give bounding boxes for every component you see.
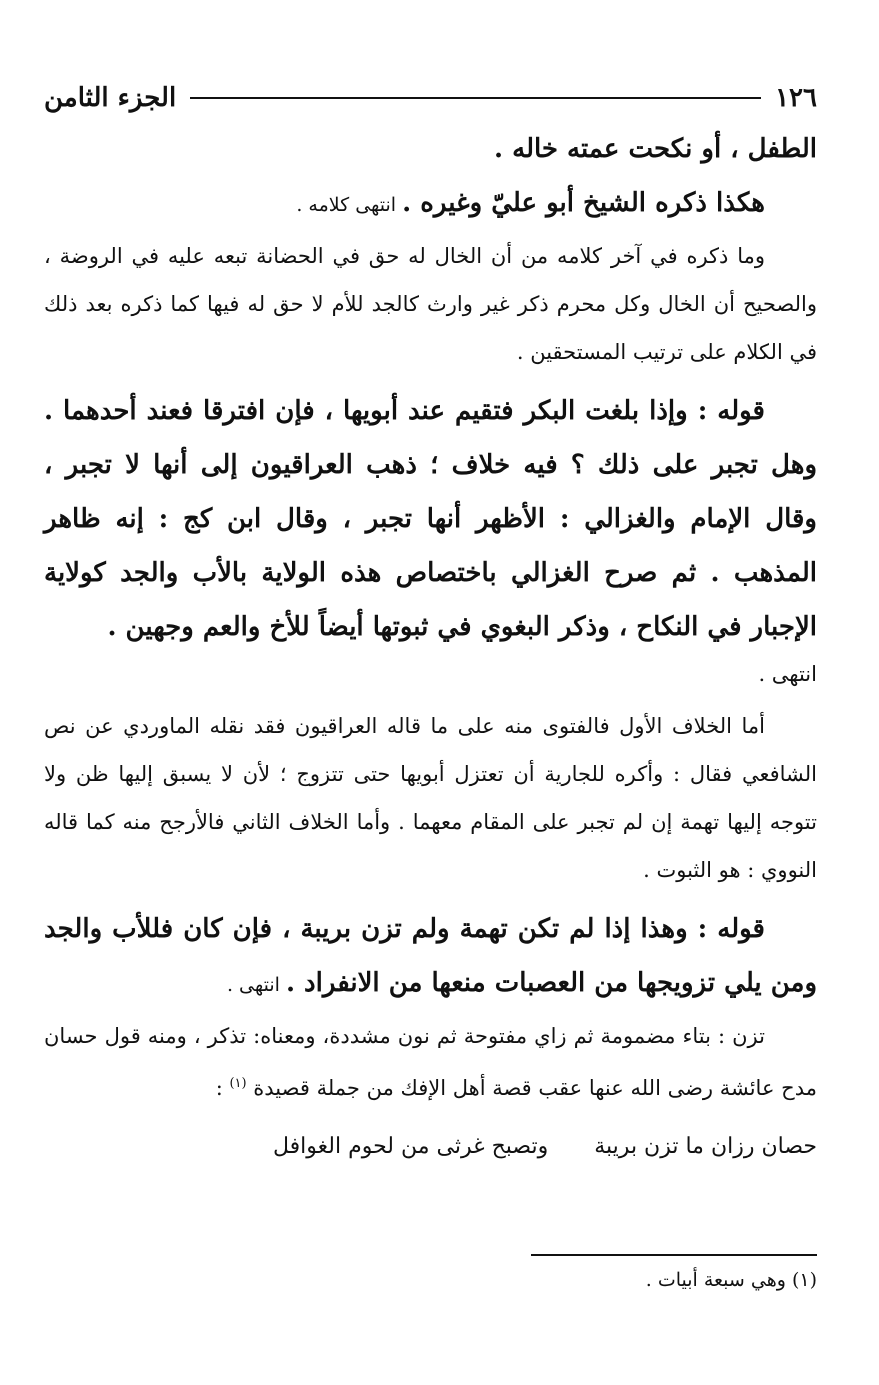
paragraph-6 bbox=[44, 902, 817, 1012]
paragraph-7-text: تزن : بتاء مضمومة ثم زاي مفتوحة ثم نون مشددة، ومعناه: تذكر ، ومنه قول حسان مدح عائشة رضى الله عنها عقب قصة أهل الإفك من جملة قصيدة bbox=[44, 1024, 817, 1100]
footnote-ref: (١) bbox=[229, 1076, 247, 1091]
spacer bbox=[44, 376, 817, 384]
paragraph-2-tail: انتهى كلامه . bbox=[296, 194, 403, 216]
page-header bbox=[44, 78, 817, 118]
paragraph-7-end: : bbox=[215, 1076, 230, 1100]
spacer bbox=[44, 894, 817, 902]
paragraph-3: وما ذكره في آخر كلامه من أن الخال له حق في الحضانة تبعه عليه في الروضة ، والصحيح أن الخال وكل محرم ذكر غير وارث كالجد للأم لا حق له فيها كما ذكره بعد ذلك في الكلام على ترتيب المستحقين . bbox=[44, 244, 817, 364]
footnote-rule bbox=[531, 1254, 817, 1256]
paragraph-2-bold: هكذا ذكره الشيخ أبو عليّ وغيره . bbox=[402, 188, 765, 218]
header-rule bbox=[190, 97, 761, 99]
footnote: (١) وهي سبعة أبيات . bbox=[645, 1269, 817, 1291]
spacer bbox=[44, 694, 817, 702]
page-number: ١٢٦ bbox=[775, 83, 817, 113]
paragraph-6-tail: انتهى . bbox=[226, 974, 286, 996]
paragraph-4-tail: انتهى . bbox=[758, 662, 817, 686]
paragraph-7 bbox=[44, 1012, 817, 1112]
verse-hemistich-1: حصان رزان ما تزن بريبة bbox=[594, 1134, 817, 1159]
paragraph-6-bold: قوله : وهذا إذا لم تكن تهمة ولم تزن بريبة ، فإن كان فللأب والجد ومن يلي تزويجها من العصبات منعها من الانفراد . bbox=[44, 914, 817, 998]
paragraph-5: أما الخلاف الأول فالفتوى منه على ما قاله العراقيون فقد نقله الماوردي عن نص الشافعي فقال : وأكره للجارية أن تعتزل أبويها حتى تتزوج ؛ لأن لا يسبق إليها ظن ولا تتوجه إليها تهمة إن لم تجبر على المقام معهما . وأما الخلاف الثاني فالأرجح منه كما قاله النووي : هو الثبوت . bbox=[44, 714, 817, 882]
paragraph-1: الطفل ، أو نكحت عمته خاله . bbox=[494, 134, 817, 164]
verse-hemistich-2: وتصبح غرثى من لحوم الغوافل bbox=[273, 1134, 549, 1159]
paragraph-2 bbox=[44, 176, 817, 232]
poetry-verse bbox=[44, 1122, 817, 1172]
volume-title: الجزء الثامن bbox=[44, 83, 177, 113]
page-body bbox=[44, 122, 817, 1172]
paragraph-4: قوله : وإذا بلغت البكر فتقيم عند أبويها ، فإن افترقا فعند أحدهما . وهل تجبر على ذلك ؟ فيه خلاف ؛ ذهب العراقيون إلى أنها لا تجبر ، وقال الإمام والغزالي : الأظهر أنها تجبر ، وقال ابن كج : إنه ظاهر المذهب . ثم صرح الغزالي باختصاص هذه الولاية بالأب والجد كولاية الإجبار في النكاح ، وذكر البغوي في ثبوتها أيضاً للأخ والعم وجهين . bbox=[44, 396, 817, 642]
